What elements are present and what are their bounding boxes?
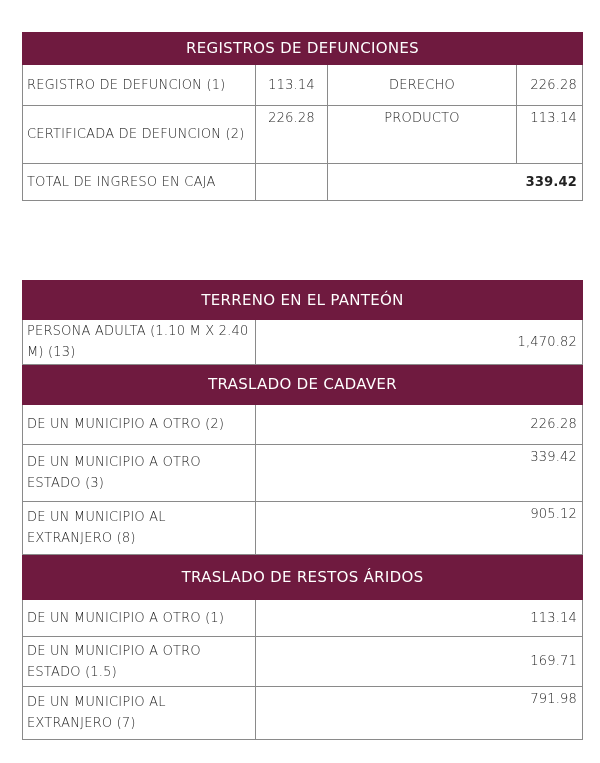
row-label: PRODUCTO [328, 106, 517, 164]
table-row [23, 106, 583, 164]
row-amount: 113.14 [256, 600, 583, 637]
row-concept: CERTIFICADA DE DEFUNCION (2) [23, 106, 256, 164]
table-row [23, 687, 583, 740]
table-row [23, 65, 583, 106]
row-concept: DE UN MUNICIPIO A OTRO ESTADO (1.5) [23, 637, 256, 687]
row-amount: 113.14 [517, 106, 583, 164]
table-header-row [23, 281, 583, 320]
table-row [23, 600, 583, 637]
row-amount: 226.28 [517, 65, 583, 106]
total-row [23, 164, 583, 201]
cadaver-title: TRASLADO DE CADAVER [23, 365, 583, 405]
registros-defunciones-title: REGISTROS DE DEFUNCIONES [23, 33, 583, 65]
table-row [23, 445, 583, 502]
row-concept: REGISTRO DE DEFUNCION (1) [23, 65, 256, 106]
row-value: 226.28 [256, 106, 328, 164]
panteon-table [22, 280, 583, 740]
row-concept: DE UN MUNICIPIO A OTRO ESTADO (3) [23, 445, 256, 502]
row-amount: 1,470.82 [256, 320, 583, 365]
table-header-row [23, 33, 583, 65]
row-concept: PERSONA ADULTA (1.10 M X 2.40 M) (13) [23, 320, 256, 365]
row-concept: DE UN MUNICIPIO A OTRO (1) [23, 600, 256, 637]
total-label: TOTAL DE INGRESO EN CAJA [23, 164, 256, 201]
total-empty-cell [256, 164, 328, 201]
row-amount: 905.12 [256, 502, 583, 555]
row-concept: DE UN MUNICIPIO A OTRO (2) [23, 405, 256, 445]
row-amount: 791.98 [256, 687, 583, 740]
table-row [23, 320, 583, 365]
row-value: 113.14 [256, 65, 328, 106]
restos-title: TRASLADO DE RESTOS ÁRIDOS [23, 555, 583, 600]
terreno-title: TERRENO EN EL PANTEÓN [23, 281, 583, 320]
total-value: 339.42 [328, 164, 583, 201]
row-amount: 226.28 [256, 405, 583, 445]
table-row [23, 637, 583, 687]
row-label: DERECHO [328, 65, 517, 106]
row-concept: DE UN MUNICIPIO AL EXTRANJERO (8) [23, 502, 256, 555]
row-concept: DE UN MUNICIPIO AL EXTRANJERO (7) [23, 687, 256, 740]
row-amount: 339.42 [256, 445, 583, 502]
registros-defunciones-table [22, 32, 583, 201]
table-row [23, 405, 583, 445]
row-amount: 169.71 [256, 637, 583, 687]
table-header-row [23, 365, 583, 405]
table-header-row [23, 555, 583, 600]
table-row [23, 502, 583, 555]
